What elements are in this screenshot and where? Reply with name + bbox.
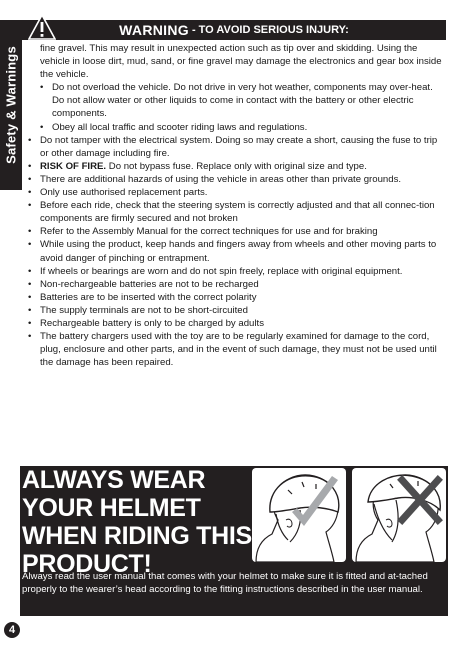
risk-text: Do not bypass fuse. Replace only with original size and type. <box>108 160 367 172</box>
banner-subtitle: - TO AVOID SERIOUS INJURY: <box>191 24 349 36</box>
list-item: • Non-rechargeable batteries are not to be recharged <box>22 278 446 291</box>
sub-list-item: • Do not overload the vehicle. Do not drive in very hot weather, components may over-heat. Do not allow water or other liquids to come in contact with the battery or other electric components. <box>22 81 446 120</box>
list-item: • The supply terminals are not to be short-circuited <box>22 304 446 317</box>
sub-list-item: • Obey all local traffic and scooter riding laws and regulations. <box>22 121 446 134</box>
helmet-notice-title: ALWAYS WEAR YOUR HELMET WHEN RIDING THIS PRODUCT! <box>22 466 252 578</box>
list-item: • Batteries are to be inserted with the correct polarity <box>22 291 446 304</box>
list-item: • Refer to the Assembly Manual for the correct techniques for use and for braking <box>22 225 446 238</box>
list-item: • The battery chargers used with the toy are to be regularly examined for damage to the cord, plug, enclosure and other parts, and in the event of such damage, they must not be used until the damage has been repaired. <box>22 330 446 369</box>
warning-triangle-icon <box>28 14 56 40</box>
helmet-correct-fit-image <box>252 468 346 562</box>
list-item: • Only use authorised replacement parts. <box>22 186 446 199</box>
list-item: • Do not tamper with the electrical system. Doing so may create a short, causing the fuse to trip or other damage including fire. <box>22 134 446 160</box>
list-item: • Before each ride, check that the steering system is correctly adjusted and that all connec-tion components are firmly secured and not broken <box>22 199 446 225</box>
list-item-risk-of-fire <box>22 160 446 173</box>
risk-label: RISK OF FIRE. <box>40 160 107 172</box>
helmet-notice-text: Always read the user manual that comes with your helmet to make sure it is fitted and at-tached properly to the wearer’s head according to the fitting instructions described in the user manual. <box>22 571 428 595</box>
list-item: • While using the product, keep hands and fingers away from wheels and other moving parts to avoid danger of pinching or entrapment. <box>22 238 446 264</box>
page-number: 4 <box>4 622 20 638</box>
helmet-incorrect-fit-image <box>352 468 446 562</box>
warning-banner <box>22 20 446 40</box>
list-item: • There are additional hazards of using the vehicle in areas other than private grounds. <box>22 173 446 186</box>
continuation-text: fine gravel. This may result in unexpected action such as tip over and skidding. Using the vehicle in loose dirt, mud, sand, or fine gravel may damage the electronics and gear box inside the vehicle. <box>40 43 442 81</box>
list-item: • Rechargeable battery is only to be charged by adults <box>22 317 446 330</box>
side-section-tab <box>0 20 22 190</box>
banner-title: WARNING <box>119 22 189 38</box>
side-tab-label: Safety & Warnings <box>3 46 19 164</box>
helmet-notice-panel <box>20 466 448 616</box>
warning-list <box>22 42 446 369</box>
list-item: • If wheels or bearings are worn and do not spin freely, replace with original equipment. <box>22 265 446 278</box>
